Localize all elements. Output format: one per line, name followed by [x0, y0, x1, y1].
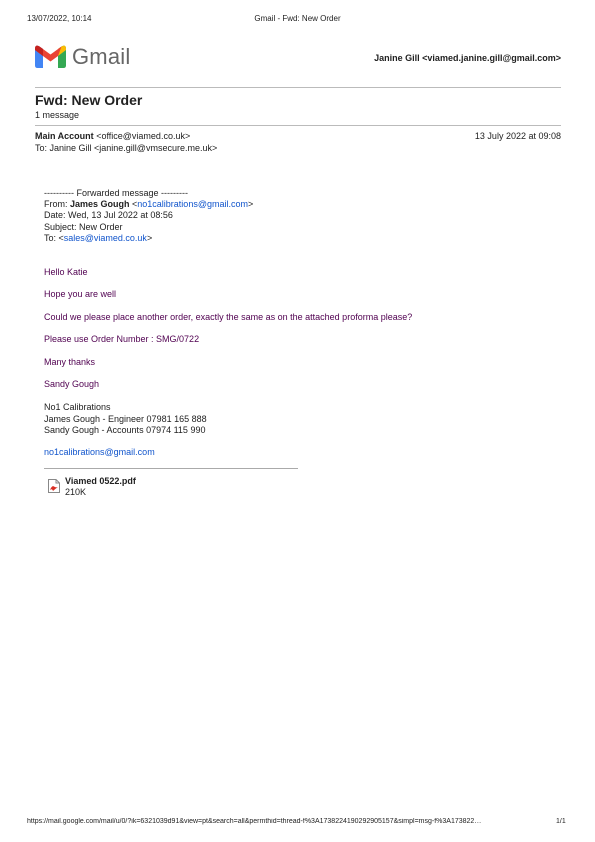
sender-name: Main Account: [35, 131, 94, 141]
attachment-size: 210K: [65, 487, 87, 497]
thread-subject: Fwd: New Order: [35, 92, 143, 108]
message-date: 13 July 2022 at 09:08: [474, 131, 561, 141]
forward-from-name: James Gough: [70, 199, 130, 209]
footer-page-number: 1/1: [556, 818, 566, 825]
forward-from-gt: >: [247, 199, 254, 209]
forward-from-email-link[interactable]: no1calibrations@gmail.com: [137, 199, 248, 209]
body-line-4: Many thanks: [44, 357, 96, 367]
subject-divider: [35, 125, 561, 126]
forward-date: Date: Wed, 13 Jul 2022 at 08:56: [44, 210, 173, 220]
body-line-2: Could we please place another order, exactly the same as on the attached proforma please?: [44, 312, 413, 322]
gmail-m-icon: [35, 44, 66, 68]
pdf-file-icon[interactable]: [48, 479, 60, 493]
message-to: To: Janine Gill <janine.gill@vmsecure.me.uk>: [35, 143, 218, 153]
signature-company: No1 Calibrations: [44, 402, 111, 412]
gmail-logo: [35, 44, 131, 70]
signature-contact-1: James Gough - Engineer 07981 165 888: [44, 414, 207, 424]
attachment-name[interactable]: Viamed 0522.pdf: [65, 476, 136, 486]
print-page-title: Gmail - Fwd: New Order: [254, 14, 341, 23]
attachment-divider: [44, 468, 298, 469]
body-line-1: Hope you are well: [44, 289, 117, 299]
forward-separator: ---------- Forwarded message ---------: [44, 188, 188, 198]
sender-email: <office@viamed.co.uk>: [96, 131, 191, 141]
print-datetime: 13/07/2022, 10:14: [27, 14, 92, 23]
account-label: Janine Gill <viamed.janine.gill@gmail.com>: [374, 53, 561, 63]
forward-to: [44, 233, 152, 244]
forward-to-gt: >: [146, 233, 153, 243]
signature-contact-2: Sandy Gough - Accounts 07974 115 990: [44, 425, 206, 435]
forward-from-label: From:: [44, 199, 70, 209]
body-greeting: Hello Katie: [44, 267, 88, 277]
message-count: 1 message: [35, 110, 80, 120]
forward-from-lt: <: [129, 199, 138, 209]
message-from: [35, 131, 190, 142]
gmail-wordmark: Gmail: [72, 44, 131, 69]
body-signoff: Sandy Gough: [44, 379, 100, 389]
forward-from: [44, 199, 253, 210]
forward-to-email-link[interactable]: sales@viamed.co.uk: [63, 233, 147, 243]
signature-email-link[interactable]: no1calibrations@gmail.com: [44, 447, 155, 457]
header-divider: [35, 87, 561, 88]
forward-to-label: To: <: [44, 233, 64, 243]
forward-subject: Subject: New Order: [44, 222, 123, 232]
footer-url: https://mail.google.com/mail/u/0/?ik=6321039d91&view=pt&search=all&permthid=thread-f%3A1738224190292905157&simpl=msg-f%3A173822…: [27, 818, 482, 825]
body-line-3: Please use Order Number : SMG/0722: [44, 334, 200, 344]
